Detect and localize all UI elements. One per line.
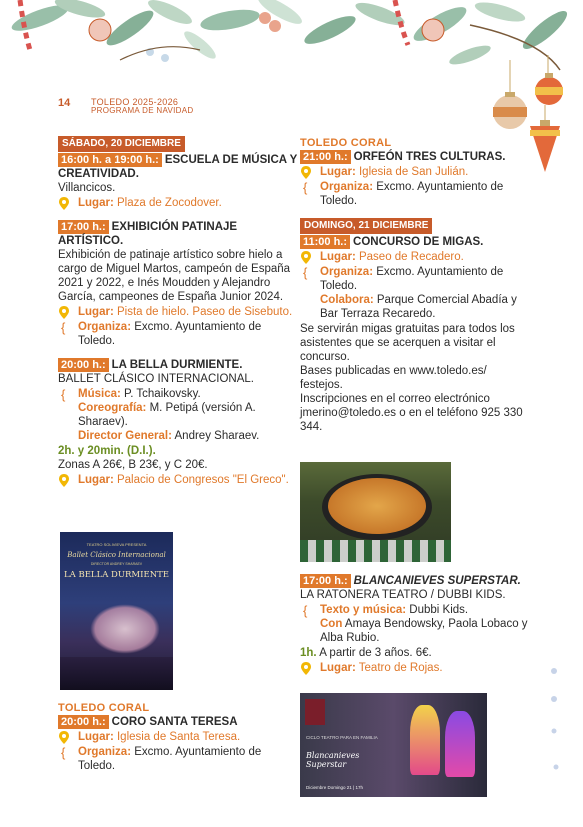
con-label: Con [320,618,343,630]
event-title: CORO SANTA TERESA [111,716,238,728]
ornament-icon [533,73,565,112]
poster-title: LA BELLA DURMIENTE [63,570,170,580]
header-decoration [0,0,583,72]
event-escuela [58,153,298,210]
organiza-label: Organiza: [320,266,374,278]
event-time: 17:00 h.: [58,220,109,234]
organiza-value: Excmo. Ayuntamiento de Toledo. [320,266,504,292]
organiza-value: Excmo. Ayuntamiento de Toledo. [78,746,262,772]
lugar-value: Iglesia de Santa Teresa. [116,731,241,743]
lugar-label: Lugar: [320,251,356,263]
section-label: TOLEDO CORAL [300,137,392,149]
musica-value: P. Tchaikovsky. [124,388,201,400]
coreografia-value: M. Petipá (versión A. Sharaev). [78,402,256,428]
duration-label: 1h. [300,647,317,659]
event-blancanieves [300,574,528,676]
event-title: BLANCANIEVES SUPERSTAR. [353,575,521,587]
event-time: 11:00 h.: [300,235,350,249]
right-column [300,136,528,444]
credits-bracket-icon: { [61,387,66,402]
event-description: Se servirán migas gratuitas para todos los asistentes que se acerquen a visitar el concurso. [300,323,515,363]
organiza-value: Excmo. Ayuntamiento de Toledo. [78,321,262,347]
lugar-label: Lugar: [320,662,356,674]
organizer-bracket-icon: { [303,180,308,195]
lugar-label: Lugar: [320,166,356,178]
event-description: Exhibición de patinaje artístico sobre hielo a cargo de Miguel Martos, campeón de España 2021 y 2022, e Inés Moudden y Alejandro García, campeones de España Junior 2024. [58,249,291,303]
event-time: 16:00 h. a 19:00 h.: [58,153,162,167]
left-coral-section [58,701,298,774]
publication-subtitle: PROGRAMA DE NAVIDAD [91,106,194,115]
lugar-label: Lugar: [78,197,114,209]
lugar-value: Pista de hielo. Paseo de Sisebuto. [116,306,293,318]
lugar-value: Paseo de Recadero. [358,251,464,263]
organiza-label: Organiza: [320,181,374,193]
lugar-value: Teatro de Rojas. [358,662,443,674]
event-inscripciones: Inscripciones en el correo electrónico jmerino@toledo.es o en el teléfono 925 330 344. [300,393,523,433]
organiza-value: Excmo. Ayuntamiento de Toledo. [320,181,504,207]
location-pin-icon [301,251,311,264]
event-description: Villancicos. [58,182,116,194]
event-time: 20:00 h.: [58,715,109,729]
texto-value: Dubbi Kids. [409,604,469,616]
event-subtitle: LA RATONERA TEATRO / DUBBI KIDS. [300,589,506,601]
event-title: ORFEÓN TRES CULTURAS. [353,151,506,163]
event-duration: 2h. y 20min. (D.I.). [58,445,156,457]
organizer-bracket-icon: { [61,745,66,760]
event-title: CONCURSO DE MIGAS. [353,236,484,248]
location-pin-icon [59,197,69,210]
location-pin-icon [59,731,69,744]
lugar-value: Palacio de Congresos "El Greco". [116,474,289,486]
organiza-label: Organiza: [78,321,132,333]
location-pin-icon [59,306,69,319]
migas-photo [300,462,451,562]
poster-director: DIRECTOR ANDREY SHARAEV [90,562,143,566]
poster-company: Ballet Clásico Internacional [67,551,166,559]
director-value: Andrey Sharaev. [174,430,260,442]
colabora-value: Parque Comercial Abadía y Bar Terraza Recaredo. [320,294,517,320]
lugar-label: Lugar: [78,306,114,318]
lugar-label: Lugar: [78,731,114,743]
event-orfeon [300,150,528,208]
blancanieves-poster-image [300,693,487,797]
organiza-label: Organiza: [78,746,132,758]
page-number: 14 [58,97,71,109]
date-band: SÁBADO, 20 DICIEMBRE [58,136,185,152]
event-title: EXHIBICIÓN PATINAJE ARTÍSTICO. [58,221,238,247]
event-time: 20:00 h.: [58,358,109,372]
poster-date: Diciembre Domingo 21 | 17h [306,785,363,790]
organizer-bracket-icon: { [303,265,308,280]
coreografia-label: Coreografía: [78,402,147,414]
lugar-value: Plaza de Zocodover. [116,197,222,209]
poster-presenter: TEATRO SOLIVIEVA PRESENTA [86,542,147,547]
event-bases: Bases publicadas en www.toledo.es/ festejos. [300,365,487,391]
snow-dots-decoration [548,665,568,780]
lugar-value: Iglesia de San Julián. [358,166,469,178]
credits-bracket-icon: { [303,603,308,618]
ornament-icon [490,92,530,137]
age-price: A partir de 3 años. 6€. [319,647,432,659]
lugar-label: Lugar: [78,474,114,486]
event-bella-durmiente [58,358,298,487]
location-pin-icon [59,474,69,487]
ornament-icon [528,120,562,177]
event-subtitle: BALLET CLÁSICO INTERNACIONAL. [58,373,254,385]
organizer-bracket-icon: { [61,320,66,335]
publication-title: TOLEDO 2025-2026 [91,97,179,107]
section-label: TOLEDO CORAL [58,702,150,714]
location-pin-icon [301,662,311,675]
left-column [58,136,298,497]
event-prices: Zonas A 26€, B 23€, y C 20€. [58,459,208,471]
con-value: Amaya Bendowsky, Paola Lobaco y Alba Rubio. [320,618,528,644]
colabora-label: Colabora: [320,294,374,306]
date-band: DOMINGO, 21 DICIEMBRE [300,218,432,234]
ballet-poster-image [60,532,173,690]
event-title: LA BELLA DURMIENTE. [111,359,243,371]
event-migas [300,235,528,434]
event-time: 21:00 h.: [300,150,351,164]
poster-cycle: CICLO TEATRO PARA EN FAMILIA [306,735,378,740]
poster-title: Blancanieves Superstar [306,751,360,769]
director-label: Director General: [78,430,172,442]
event-title: ESCUELA DE MÚSICA Y CREATIVIDAD. [58,154,298,180]
musica-label: Música: [78,388,121,400]
event-time: 17:00 h.: [300,574,351,588]
location-pin-icon [301,166,311,179]
event-patinaje [58,220,298,348]
texto-label: Texto y música: [320,604,407,616]
